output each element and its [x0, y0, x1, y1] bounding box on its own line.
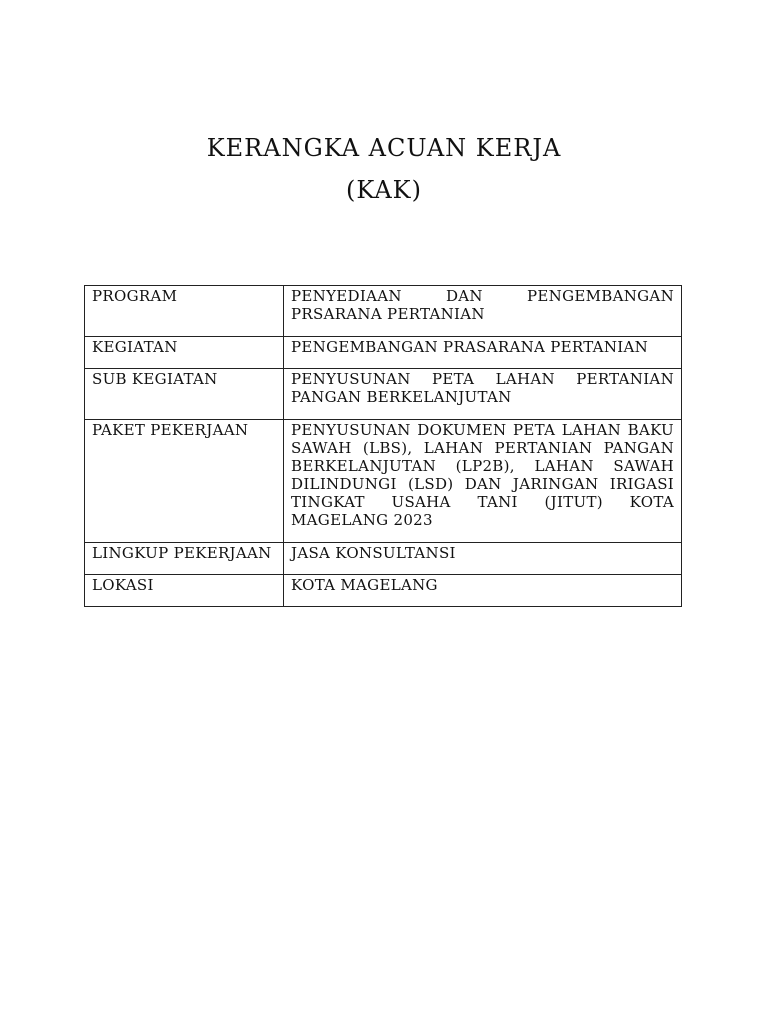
table-row-lokasi: [85, 575, 682, 607]
row-value: PENGEMBANGAN PRASARANA PERTANIAN: [284, 337, 682, 369]
document-title-block: [0, 130, 768, 208]
table-row-lingkup-pekerjaan: [85, 543, 682, 575]
row-value: KOTA MAGELANG: [284, 575, 682, 607]
row-label: SUB KEGIATAN: [85, 369, 284, 420]
kak-info-table: [84, 285, 682, 607]
document-subtitle: (KAK): [346, 176, 422, 204]
table-row-paket-pekerjaan: [85, 420, 682, 543]
row-label: PROGRAM: [85, 286, 284, 337]
row-value: PENYUSUNAN PETA LAHAN PERTANIAN PANGAN BERKELANJUTAN: [284, 369, 682, 420]
row-value: JASA KONSULTANSI: [284, 543, 682, 575]
row-value: PENYEDIAAN DAN PENGEMBANGAN PRSARANA PERTANIAN: [284, 286, 682, 337]
table-row-program: [85, 286, 682, 337]
row-label: PAKET PEKERJAAN: [85, 420, 284, 543]
table-row-sub-kegiatan: [85, 369, 682, 420]
row-label: KEGIATAN: [85, 337, 284, 369]
row-value: PENYUSUNAN DOKUMEN PETA LAHAN BAKU SAWAH (LBS), LAHAN PERTANIAN PANGAN BERKELANJUTAN (LP2B), LAHAN SAWAH DILINDUNGI (LSD) DAN JARINGAN IRIGASI TINGKAT USAHA TANI (JITUT) KOTA MAGELANG 2023: [284, 420, 682, 543]
row-label: LINGKUP PEKERJAAN: [85, 543, 284, 575]
document-title: KERANGKA ACUAN KERJA: [206, 134, 562, 162]
row-label: LOKASI: [85, 575, 284, 607]
table-row-kegiatan: [85, 337, 682, 369]
